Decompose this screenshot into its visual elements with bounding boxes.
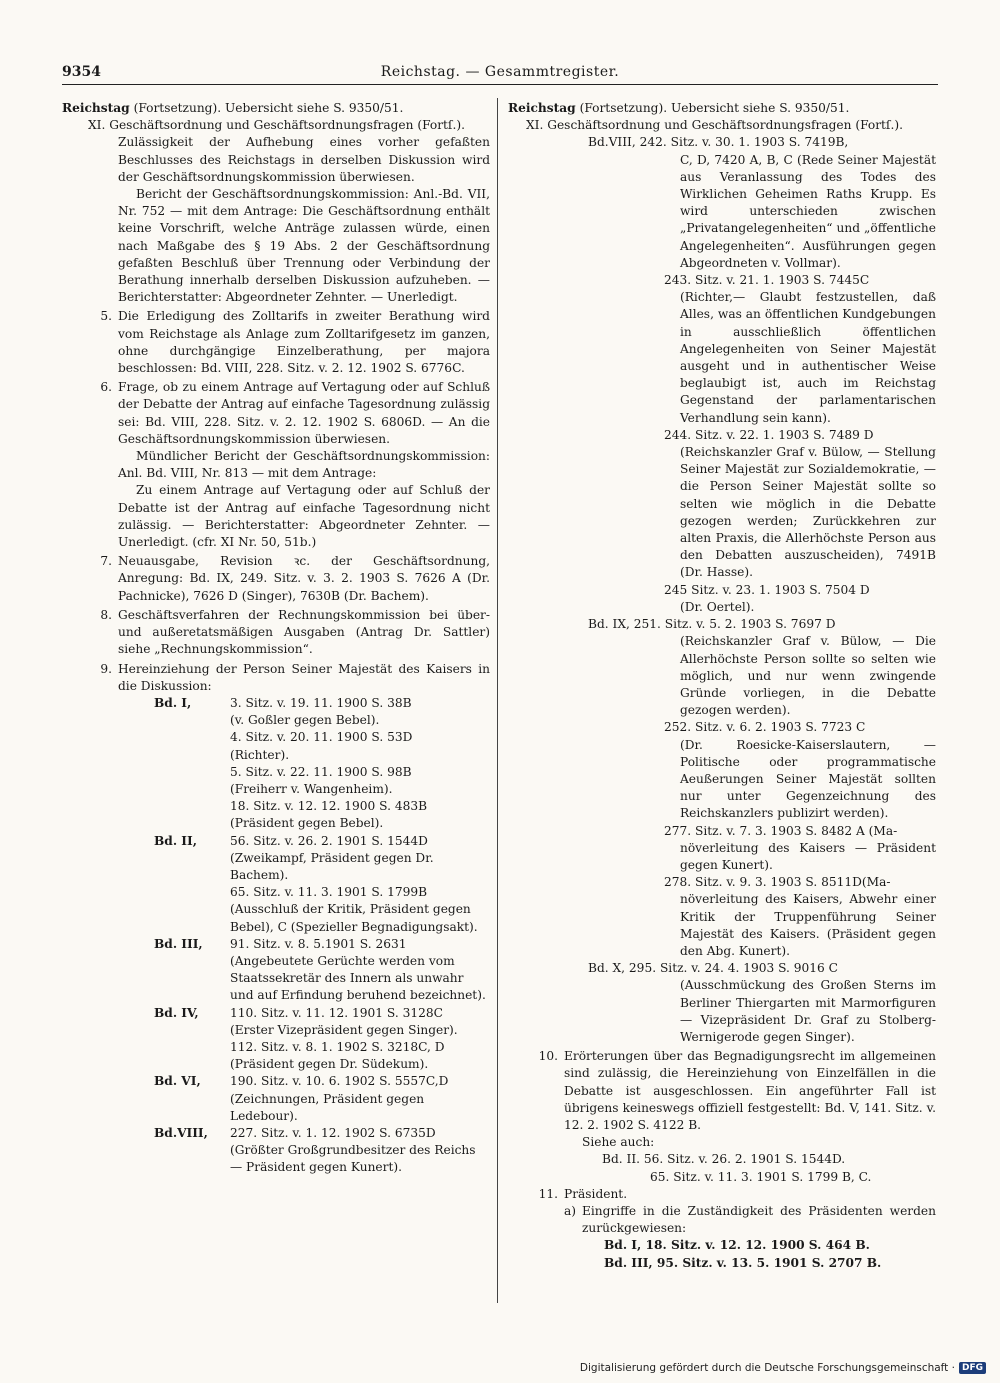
list-item-11: 11. Präsident. a) Eingriffe in die Zuständigkeit des Präsidenten werden zurückgewiesen: Bd. I, 18. Sitz. v. 12. 12. 1900 S. 464 B. Bd. III, 95. Sitz. v. 13. 5. 1901 S. 2707 B. <box>538 1186 936 1270</box>
intro-paragraph-2: Bericht der Geschäftsordnungskommission: Anl.-Bd. VII, Nr. 752 — mit dem Antrage: Die Geschäftsordnung enthält keine Vorschrift, welche Anträge zulassen würde, einen nach Maßgabe des § 19 Abs. 2 der Geschäftsordnung gefaßten Beschluß über Trennung oder Verbindung der Berathung innerhalb derselben Diskussion aufzuheben. — Berichterstatter: Abgeordneter Zehnter. — Unerledigt. <box>118 187 490 305</box>
entry-row: 4. Sitz. v. 20. 11. 1900 S. 53D (Richter). <box>230 730 413 762</box>
right-column <box>508 100 936 1272</box>
right-section-title: XI. Geschäftsordnung und Geschäftsordnungsfragen (Fortſ.). <box>526 118 903 133</box>
entry-row: 65. Sitz. v. 11. 3. 1901 S. 1799B (Ausschluß der Kritik, Präsident gegen Bebel), C (Spezieller Begnadigungsakt). <box>230 885 478 934</box>
entry-row: Bd.VIII, 227. Sitz. v. 1. 12. 1902 S. 6735D (Größter Großgrundbesitzer des Reichs — Präsident gegen Kunert). <box>154 1125 476 1175</box>
left-column <box>62 100 490 1177</box>
list-item-10: 10. Erörterungen über das Begnadigungsrecht im allgemeinen sind zulässig, die Hereinziehung von Einzelfällen in die Debatte ist ausgeschlossen. Ein angeführter Fall ist übrigens keineswegs offiziell festgestellt: Bd. V, 141. Sitz. v. 12. 2. 1902 S. 4122 B. Siehe auch: Bd. II. 56. Sitz. v. 26. 2. 1901 S. 1544D. 65. Sitz. v. 11. 3. 1901 S. 1799 B, C. <box>538 1049 936 1184</box>
entry-row: Bd. X, 295. Sitz. v. 24. 4. 1903 S. 9016 C (Ausschmückung des Großen Sterns im Berliner Thiergarten mit Marmorfiguren — Vizepräsident Dr. Graf zu Stolberg-Wernigerode gegen Singer). <box>588 961 936 1044</box>
entry-row: Bd. III, 91. Sitz. v. 8. 5.1901 S. 2631 (Angebeutete Gerüchte werden vom Staatssekretär des Innern als unwahr und auf Erfindung beruhend bezeichnet). <box>154 936 486 1003</box>
entry-row: 277. Sitz. v. 7. 3. 1903 S. 8482 A (Ma- növerleitung des Kaisers — Präsident gegen Kunert). <box>664 823 936 872</box>
entry-row: Bd. IX, 251. Sitz. v. 5. 2. 1903 S. 7697 D (Reichskanzler Graf v. Bülow, — Die Allerhöchste Person sollte so selten wie möglich, und nur wenn zwingende Gründe vorliegen, in die Debatte gezogen werden). <box>588 617 936 718</box>
dfg-logo-icon: DFG <box>959 1362 986 1374</box>
entry-row: 252. Sitz. v. 6. 2. 1903 S. 7723 C (Dr. Roesicke-Kaiserslautern, — Politische oder programmatische Aeußerungen Seiner Majestät sollten nur unter Gegenzeichnung des Reichskanzlers publizirt werden). <box>664 720 936 821</box>
left-section-title: XI. Geschäftsordnung und Geschäftsordnungsfragen (Fortſ.). <box>88 118 465 133</box>
entry-row: 5. Sitz. v. 22. 11. 1900 S. 98B (Freiherr v. Wangenheim). <box>230 764 412 796</box>
entry-row: 244. Sitz. v. 22. 1. 1903 S. 7489 D (Reichskanzler Graf v. Bülow, — Stellung Seiner Majestät zur Sozialdemokratie, — die Person Seiner Majestät sollte so selten wie möglich in die Debatte gezogen werden; Zurückkehren zur alten Praxis, die Allerhöchste Person aus den Debatten auszuscheiden), 7491B (Dr. Hasse). <box>664 427 936 580</box>
list-item-9: 9. Hereinziehung der Person Seiner Majestät des Kaisers in die Diskussion: <box>100 661 490 693</box>
column-divider <box>497 98 498 1303</box>
kaiser-entries-continued <box>508 134 936 1046</box>
left-heading: Reichstag (Fortsetzung). Uebersicht siehe S. 9350/51. <box>62 101 404 115</box>
entry-row: Bd. VI, 190. Sitz. v. 10. 6. 1902 S. 5557C,D (Zeichnungen, Präsident gegen Ledebour). <box>154 1074 449 1123</box>
entry-row: 18. Sitz. v. 12. 12. 1900 S. 483B (Präsident gegen Bebel). <box>230 799 428 831</box>
digitization-credit <box>580 1362 986 1374</box>
page-number: 9354 <box>62 64 101 80</box>
entry-row: 243. Sitz. v. 21. 1. 1903 S. 7445C (Richter,— Glaubt festzustellen, daß Alles, was an öffentlichen Kundgebungen in ausschließlich öffentlichen Angelegenheiten von Seiner Majestät ausgeht und in authentischer Weise beglaubigt ist, auch im Reichstag Gegenstand der parlamentarischen Verhandlung sein kann). <box>664 273 936 425</box>
page-header <box>62 60 938 85</box>
credit-text: Digitalisierung gefördert durch die Deutsche Forschungsgemeinschaft · <box>579 1362 955 1374</box>
list-item-8: 8. Geschäftsverfahren der Rechnungskommission bei über- und außeretatsmäßigen Ausgaben (Antrag Dr. Sattler) siehe „Rechnungskommission“. <box>100 607 490 657</box>
entry-row: 278. Sitz. v. 9. 3. 1903 S. 8511D(Ma- növerleitung des Kaisers, Abwehr einer Kritik der Truppenführung Seiner Majestät des Kaisers. (Präsident gegen den Abg. Kunert). <box>664 875 936 958</box>
kaiser-entries <box>62 695 490 1177</box>
running-title: Reichstag. — Gesammtregister. <box>380 64 620 80</box>
entry-row: Bd. II, 56. Sitz. v. 26. 2. 1901 S. 1544D (Zweikampf, Präsident gegen Dr. Bachem). <box>154 833 434 882</box>
entry-row: Bd. I, 3. Sitz. v. 19. 11. 1900 S. 38B (v. Goßler gegen Bebel). <box>154 695 412 728</box>
right-heading: Reichstag (Fortsetzung). Uebersicht siehe S. 9350/51. <box>508 101 850 115</box>
list-item-5: 5. Die Erledigung des Zolltarifs in zweiter Berathung wird vom Reichstage als Anlage zum Zolltarifgesetz im ganzen, ohne durchgängige Einzelberathung, per majora beschlossen: Bd. VIII, 228. Sitz. v. 2. 12. 1902 S. 6776C. <box>100 309 490 376</box>
entry-row: Bd. IV, 110. Sitz. v. 11. 12. 1901 S. 3128C (Erster Vizepräsident gegen Singer). <box>154 1005 458 1037</box>
entry-row: 112. Sitz. v. 8. 1. 1902 S. 3218C, D (Präsident gegen Dr. Südekum). <box>230 1039 445 1072</box>
list-item-7: 7. Neuausgabe, Revision ꝛc. der Geschäftsordnung, Anregung: Bd. IX, 249. Sitz. v. 3. 2. 1903 S. 7626 A (Dr. Pachnicke), 7626 D (Singer), 7630B (Dr. Bachem). <box>100 554 490 603</box>
list-item-6: 6. Frage, ob zu einem Antrage auf Vertagung oder auf Schluß der Debatte der Antrag auf einfache Tagesordnung zulässig sei: Bd. VIII, 228. Sitz. v. 2. 12. 1902 S. 6806D. — An die Geschäftsordnungskommission überwiesen. Mündlicher Bericht der Geschäftsordnungskommission: Anl. Bd. VIII, Nr. 813 — mit dem Antrage: Zu einem Antrage auf Vertagung oder auf Schluß der Debatte ist der Antrag auf einfache Tagesordnung nicht zulässig. — Berichterstatter: Abgeordneter Zehnter. — Unerledigt. (cfr. XI Nr. 50, 51b.) <box>100 380 490 550</box>
entry-row: Bd.VIII, 242. Sitz. v. 30. 1. 1903 S. 7419B, C, D, 7420 A, B, C (Rede Seiner Majestät aus Veranlassung des Todes des Wirklichen Geheimen Raths Krupp. Es wird unterschieden zwischen „Privatangelegenheiten“ und „öffentliche Angelegenheiten“. Ausführungen gegen Abgeordneten v. Vollmar). <box>588 135 936 270</box>
entry-row: 245 Sitz. v. 23. 1. 1903 S. 7504 D (Dr. Oertel). <box>664 582 870 614</box>
intro-paragraph-1: Zulässigkeit der Aufhebung eines vorher gefaßten Beschlusses des Reichstags in derselben Diskussion wird der Geschäftsordnungskommission überwiesen. <box>118 135 490 184</box>
